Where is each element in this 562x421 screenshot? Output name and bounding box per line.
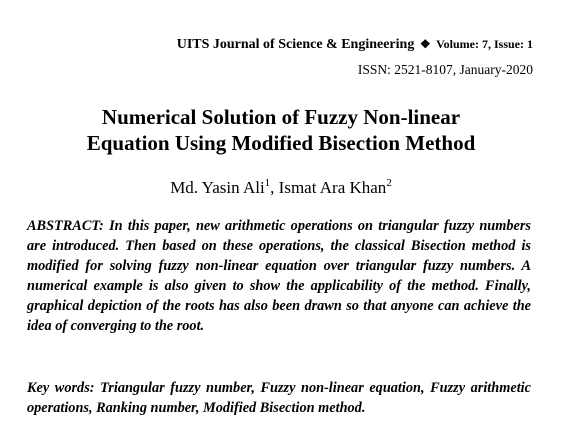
author-2-name: Ismat Ara Khan — [278, 178, 387, 197]
title-line-1: Numerical Solution of Fuzzy Non-linear — [101, 105, 461, 129]
author-separator: , — [270, 178, 279, 197]
author-2-affiliation: 2 — [386, 177, 392, 189]
author-list — [0, 178, 562, 198]
abstract-text: In this paper, new arithmetic operations on triangular fuzzy numbers are introduced. Then based on these operations, the classical Bisection method is modified for solving fuzzy non-linear equation over triangular fuzzy numbers. A numerical example is also given to show the applicability of the method. Finally, graphical depiction of the roots has also been drawn so that anyone can achieve the idea of converging to the root. — [27, 218, 531, 334]
diamond-separator-icon: ❖ — [419, 37, 431, 51]
abstract — [27, 216, 531, 336]
journal-name: UITS Journal of Science & Engineering — [176, 37, 415, 52]
volume-issue: Volume: 7, Issue: 1 — [436, 37, 533, 51]
paper-title — [0, 104, 562, 156]
author-1-name: Md. Yasin Ali — [170, 178, 265, 197]
abstract-label: ABSTRACT: — [27, 218, 104, 234]
keywords — [27, 378, 531, 418]
author-1-affiliation: 1 — [264, 177, 271, 189]
keywords-label: Key words: — [27, 380, 95, 396]
journal-header — [177, 37, 533, 53]
title-line-2: Equation Using Modified Bisection Method — [86, 131, 476, 155]
issn-date: ISSN: 2521-8107, January-2020 — [357, 62, 533, 77]
keywords-text: Triangular fuzzy number, Fuzzy non-linear equation, Fuzzy arithmetic operations, Ranking number, Modified Bisection method. — [27, 380, 531, 416]
